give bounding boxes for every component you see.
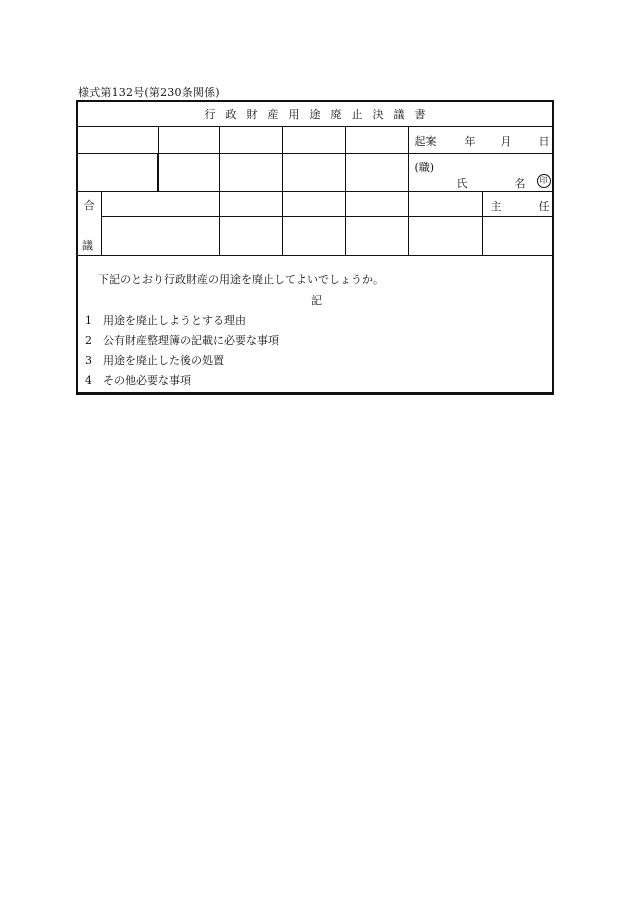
item-text: 用途を廃止した後の処置 <box>103 354 224 367</box>
item-number: 4 <box>85 374 92 387</box>
consult-cell-4[interactable] <box>345 192 408 217</box>
stamp-cell-4[interactable] <box>282 127 345 154</box>
stamp-cell-7[interactable] <box>158 154 219 192</box>
document-title: 行政財産用途廃止決議書 <box>78 102 552 127</box>
gou-label: 合 <box>83 199 95 212</box>
ki-heading: 記 <box>311 294 322 307</box>
resolution-form <box>76 100 554 395</box>
stamp-cell-3[interactable] <box>219 127 282 154</box>
list-item <box>85 372 191 388</box>
draft-date-cell[interactable] <box>408 127 552 154</box>
stamp-cell-5[interactable] <box>345 127 408 154</box>
list-item <box>85 332 279 348</box>
stamp-cell-2[interactable] <box>158 127 219 154</box>
item-number: 3 <box>85 354 92 367</box>
consult-cell-6[interactable] <box>101 217 219 256</box>
consult-cell-9[interactable] <box>345 217 408 256</box>
seal-icon: 印 <box>537 174 551 188</box>
month-label: 月 <box>500 135 512 148</box>
day-label: 日 <box>538 135 550 148</box>
consult-cell-8[interactable] <box>282 217 345 256</box>
year-label: 年 <box>464 135 476 148</box>
item-number: 1 <box>85 314 92 327</box>
form-grid <box>78 102 552 256</box>
shu-label: 主 <box>490 200 502 213</box>
chief-label-cell <box>482 192 552 217</box>
shi-label: 氏 <box>456 177 468 190</box>
drafter-name-cell[interactable] <box>408 154 552 192</box>
consult-cell-5[interactable] <box>408 192 482 217</box>
item-text: その他必要な事項 <box>103 374 191 387</box>
list-item <box>85 312 246 328</box>
consult-cell-10[interactable] <box>408 217 482 256</box>
item-text: 用途を廃止しようとする理由 <box>103 314 246 327</box>
kian-label: 起案 <box>414 135 437 148</box>
stamp-cell-9[interactable] <box>282 154 345 192</box>
form-number: 様式第132号(第230条関係) <box>78 86 220 99</box>
mei-label: 名 <box>514 177 526 190</box>
item-text: 公有財産整理簿の記載に必要な事項 <box>103 334 279 347</box>
item-number: 2 <box>85 334 92 347</box>
consult-cell-1[interactable] <box>101 192 219 217</box>
consult-cell-7[interactable] <box>219 217 282 256</box>
consult-cell-3[interactable] <box>282 192 345 217</box>
stamp-cell-6[interactable] <box>78 154 158 192</box>
stamp-cell-8[interactable] <box>219 154 282 192</box>
intro-text: 下記のとおり行政財産の用途を廃止してよいでしょうか。 <box>98 273 384 286</box>
shoku-label: (職) <box>414 161 435 174</box>
nin-label: 任 <box>538 200 550 213</box>
chief-stamp-cell[interactable] <box>482 217 552 256</box>
stamp-cell-10[interactable] <box>345 154 408 192</box>
gi-label: 議 <box>82 239 93 252</box>
consult-cell-2[interactable] <box>219 192 282 217</box>
list-item <box>85 352 224 368</box>
stamp-cell-1[interactable] <box>78 127 158 154</box>
